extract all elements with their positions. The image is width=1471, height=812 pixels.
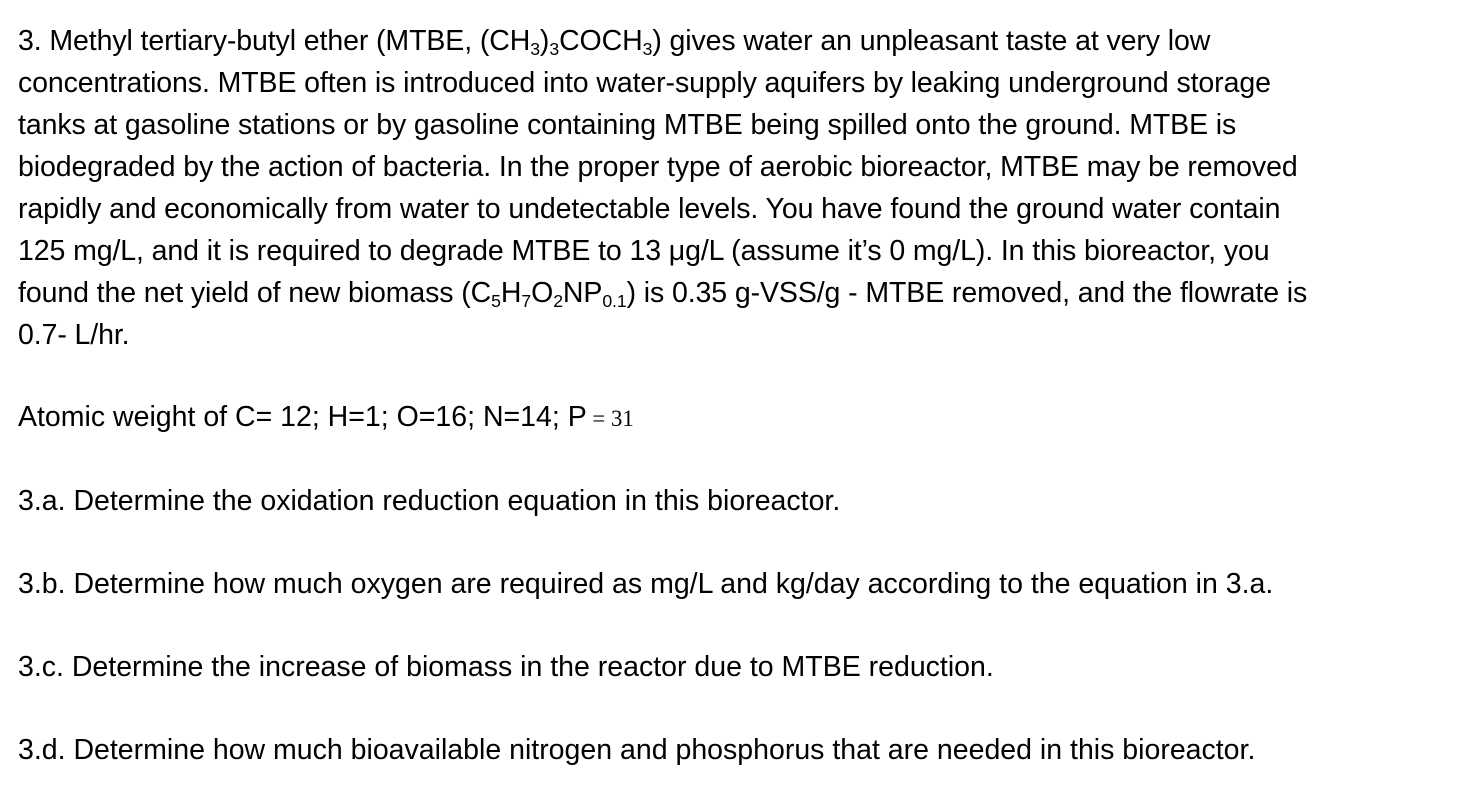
problem-line-6: 125 mg/L, and it is required to degrade MTBE to 13 μg/L (assume it’s 0 mg/L). In this bioreactor, you bbox=[18, 235, 1270, 267]
question-3d: 3.d. Determine how much bioavailable nitrogen and phosphorus that are needed in this bioreactor. bbox=[18, 734, 1256, 766]
subscript: 2 bbox=[553, 290, 563, 311]
spacer bbox=[18, 356, 1463, 396]
text-span: 3. Methyl tertiary-butyl ether (MTBE, (CH bbox=[18, 25, 531, 57]
subscript: 3 bbox=[530, 38, 540, 59]
problem-line-2: concentrations. MTBE often is introduced into water-supply aquifers by leaking underground storage bbox=[18, 67, 1271, 99]
text-span: NP bbox=[562, 277, 603, 309]
text-span: O bbox=[531, 277, 554, 309]
subscript: 0.1 bbox=[602, 290, 627, 311]
text-span: COCH bbox=[559, 25, 643, 57]
problem-line-3: tanks at gasoline stations or by gasoline containing MTBE being spilled onto the ground. MTBE is bbox=[18, 109, 1237, 141]
problem-statement bbox=[18, 20, 1463, 356]
question-3b: 3.b. Determine how much oxygen are required as mg/L and kg/day according to the equation in 3.a. bbox=[18, 568, 1274, 600]
document-page bbox=[18, 20, 1463, 812]
text-span: ) is 0.35 g-VSS/g - MTBE removed, and the flowrate is bbox=[626, 277, 1308, 309]
subscript: 3 bbox=[642, 38, 653, 59]
atomic-weight-p: = 31 bbox=[586, 406, 634, 431]
subscript: 3 bbox=[549, 38, 560, 59]
text-span: ) gives water an unpleasant taste at very low bbox=[652, 25, 1211, 57]
spacer bbox=[18, 440, 1463, 480]
atomic-weights bbox=[18, 396, 1463, 440]
question-3c: 3.c. Determine the increase of biomass in the reactor due to MTBE reduction. bbox=[18, 651, 994, 683]
text-span: ) bbox=[539, 25, 550, 57]
problem-line-5: rapidly and economically from water to undetectable levels. You have found the ground water contain bbox=[18, 193, 1281, 225]
problem-line-8: 0.7- L/hr. bbox=[18, 319, 130, 351]
question-3a: 3.a. Determine the oxidation reduction equation in this bioreactor. bbox=[18, 485, 841, 517]
problem-line-7 bbox=[18, 272, 1463, 314]
text-span: H bbox=[500, 277, 522, 309]
subscript: 5 bbox=[491, 290, 501, 311]
text-span: found the net yield of new biomass (C bbox=[18, 277, 492, 309]
problem-line-1 bbox=[18, 20, 1463, 62]
atomic-weights-text: Atomic weight of C= 12; H=1; O=16; N=14; P bbox=[18, 401, 587, 433]
problem-line-4: biodegraded by the action of bacteria. In the proper type of aerobic bioreactor, MTBE may be removed bbox=[18, 151, 1298, 183]
subscript: 7 bbox=[521, 290, 532, 311]
